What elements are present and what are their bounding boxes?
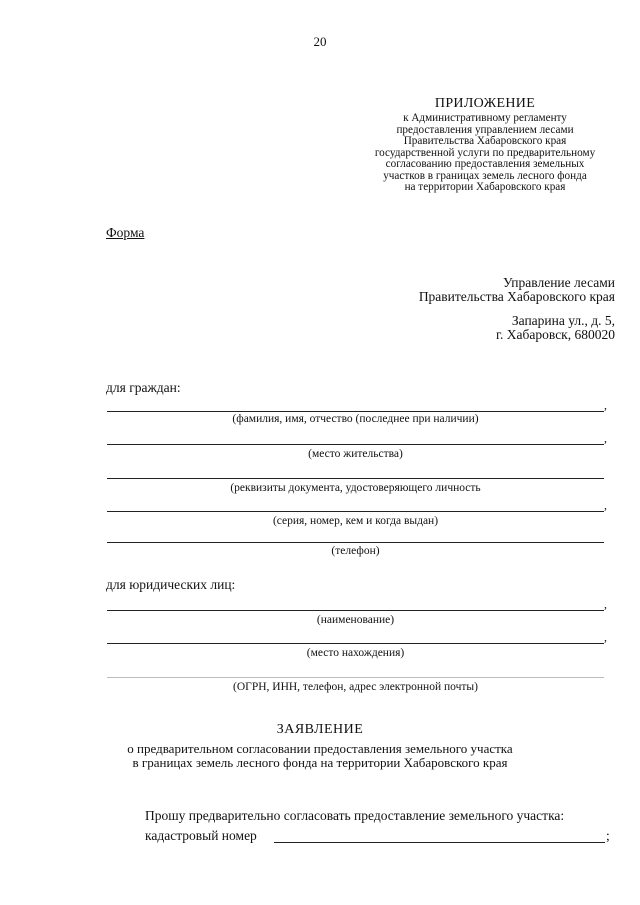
request-text: Прошу предварительно согласовать предоставление земельного участка: — [145, 808, 565, 823]
recipient-org-line: Правительства Хабаровского края — [418, 289, 615, 304]
citizen-phone-caption: (телефон) — [331, 545, 380, 557]
field-comma: , — [604, 498, 607, 512]
citizen-residence-caption: (место жительства) — [308, 448, 403, 460]
page-number: 20 — [313, 34, 327, 49]
citizen-id-details-field[interactable] — [107, 511, 604, 512]
legal-location-caption: (место нахождения) — [306, 647, 405, 659]
appendix-line: согласованию предоставления земельных — [385, 158, 585, 170]
cadastral-number-label: кадастровый номер — [145, 828, 257, 843]
field-comma: , — [604, 597, 607, 611]
appendix-line: государственной услуги по предварительному — [374, 146, 596, 159]
citizens-section-label: для граждан: — [106, 380, 181, 395]
citizen-phone-field[interactable] — [107, 542, 604, 543]
recipient-org — [360, 276, 615, 304]
legal-name-caption: (наименование) — [316, 614, 395, 626]
recipient-address-line: г. Хабаровск, 680020 — [496, 327, 615, 342]
recipient-address — [360, 314, 615, 342]
legal-location-field[interactable] — [107, 643, 604, 644]
legal-section-label: для юридических лиц: — [106, 577, 236, 592]
appendix-title: ПРИЛОЖЕНИЕ — [434, 96, 536, 111]
field-semicolon: ; — [606, 828, 610, 843]
form-label: Форма — [106, 225, 145, 240]
citizen-name-caption: (фамилия, имя, отчество (последнее при наличии) — [232, 413, 479, 425]
citizen-id-document-field[interactable] — [107, 478, 604, 479]
legal-name-field[interactable] — [107, 610, 604, 611]
citizen-residence-field[interactable] — [107, 444, 604, 445]
statement-subtitle — [0, 742, 640, 770]
field-comma: , — [604, 431, 607, 445]
cadastral-number-field[interactable] — [274, 842, 605, 843]
field-comma: , — [604, 630, 607, 644]
appendix-line: участков в границах земель лесного фонда — [383, 169, 587, 182]
legal-contacts-caption: (ОГРН, ИНН, телефон, адрес электронной почты) — [233, 681, 478, 693]
citizen-id-document-caption: (реквизиты документа, удостоверяющего личность — [230, 482, 481, 494]
recipient-org-line: Управление лесами — [502, 275, 615, 290]
appendix-line: предоставления управлением лесами — [396, 123, 574, 136]
appendix-line: к Административному регламенту — [403, 112, 567, 124]
appendix-reference — [355, 113, 615, 194]
citizen-name-field[interactable] — [107, 411, 604, 412]
legal-contacts-field[interactable] — [107, 677, 604, 678]
field-comma: , — [604, 398, 607, 412]
statement-subtitle-line: в границах земель лесного фонда на территории Хабаровского края — [132, 755, 508, 770]
statement-subtitle-line: о предварительном согласовании предоставления земельного участка — [127, 741, 513, 756]
statement-title: ЗАЯВЛЕНИЕ — [276, 722, 364, 737]
recipient-address-line: Запарина ул., д. 5, — [511, 313, 615, 328]
appendix-line: на территории Хабаровского края — [404, 181, 566, 193]
citizen-id-details-caption: (серия, номер, кем и когда выдан) — [272, 515, 439, 527]
appendix-line: Правительства Хабаровского края — [403, 135, 567, 147]
